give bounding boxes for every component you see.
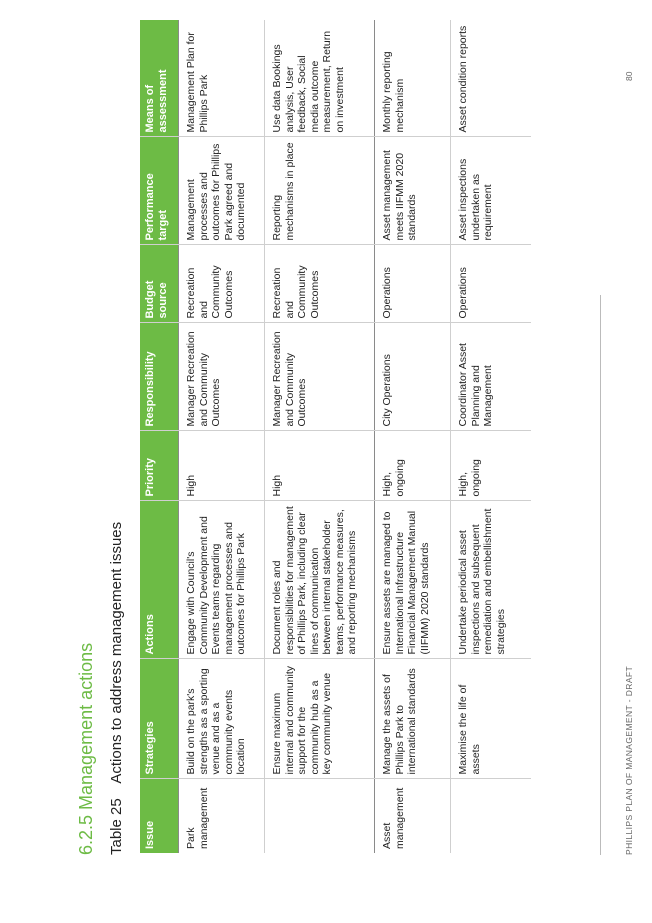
cell-priority: High, ongoing xyxy=(451,431,531,501)
cell-strategies: Maximise the life of assets xyxy=(451,659,531,779)
cell-budget: Recreation and Community Outcomes xyxy=(265,245,375,323)
table-caption xyxy=(108,522,125,855)
cell-priority: High, ongoing xyxy=(375,431,451,501)
cell-issue: Park management xyxy=(179,779,265,853)
cell-target: Asset management meets IIFMM 2020 standards xyxy=(375,137,451,245)
table-title: Actions to address management issues xyxy=(108,521,125,784)
table-row xyxy=(179,20,265,853)
cell-budget: Recreation and Community Outcomes xyxy=(179,245,265,323)
table-row xyxy=(451,20,531,853)
cell-assessment: Monthly reporting mechanism xyxy=(375,20,451,137)
col-header-issue: Issue xyxy=(140,779,179,853)
cell-priority: High xyxy=(179,431,265,501)
cell-actions: Document roles and responsibilities for management of Phillips Park, including clear lines of communication between internal stakeholder teams, performance measures, and reporting mechanisms xyxy=(265,501,375,659)
col-header-means-of-assessment: Means of assessment xyxy=(140,20,179,137)
cell-assessment: Use data Bookings analysis, User feedback, Social media outcome measurement, Return on investment xyxy=(265,20,375,137)
footer-divider xyxy=(600,295,601,855)
cell-priority: High xyxy=(265,431,375,501)
cell-actions: Engage with Council's Community Development and Events teams regarding management processes and outcomes for Phillips Park xyxy=(179,501,265,659)
cell-issue xyxy=(265,779,375,853)
cell-actions: Undertake periodical asset inspections and subsequent remediation and embellishment strategies xyxy=(451,501,531,659)
page-number: 80 xyxy=(624,71,634,81)
table-header-row xyxy=(140,20,179,853)
col-header-budget-source: Budget source xyxy=(140,245,179,323)
table-row xyxy=(375,20,451,853)
col-header-actions: Actions xyxy=(140,501,179,659)
cell-responsibility: Manager Recreation and Community Outcomes xyxy=(265,323,375,431)
cell-assessment: Asset condition reports xyxy=(451,20,531,137)
cell-actions: Ensure assets are managed to International Infrastructure Financial Management Manual (IIFMM) 2020 standards xyxy=(375,501,451,659)
cell-budget: Operations xyxy=(375,245,451,323)
table-row xyxy=(265,20,375,853)
cell-responsibility: Coordinator Asset Planning and Management xyxy=(451,323,531,431)
cell-target: Asset inspections undertaken as requirement xyxy=(451,137,531,245)
cell-budget: Operations xyxy=(451,245,531,323)
cell-assessment: Management Plan for Phillips Park xyxy=(179,20,265,137)
col-header-strategies: Strategies xyxy=(140,659,179,779)
cell-target: Reporting mechanisms in place xyxy=(265,137,375,245)
cell-responsibility: City Operations xyxy=(375,323,451,431)
cell-issue: Asset management xyxy=(375,779,451,853)
section-heading: 6.2.5 Management actions xyxy=(76,642,96,855)
footer-text: PHILLIPS PLAN OF MANAGEMENT - DRAFT xyxy=(624,665,634,855)
col-header-priority: Priority xyxy=(140,431,179,501)
cell-responsibility: Manager Recreation and Community Outcomes xyxy=(179,323,265,431)
table-number: Table 25 xyxy=(108,798,125,855)
management-actions-table xyxy=(140,20,531,853)
col-header-responsibility: Responsibility xyxy=(140,323,179,431)
cell-strategies: Build on the park's strengths as a sporting venue and as a community events location xyxy=(179,659,265,779)
cell-issue xyxy=(451,779,531,853)
col-header-performance-target: Performance target xyxy=(140,137,179,245)
cell-strategies: Manage the assets of Phillips Park to international standards xyxy=(375,659,451,779)
cell-strategies: Ensure maximum internal and community support for the community hub as a key community venue xyxy=(265,659,375,779)
cell-target: Management processes and outcomes for Phillips Park agreed and documented xyxy=(179,137,265,245)
